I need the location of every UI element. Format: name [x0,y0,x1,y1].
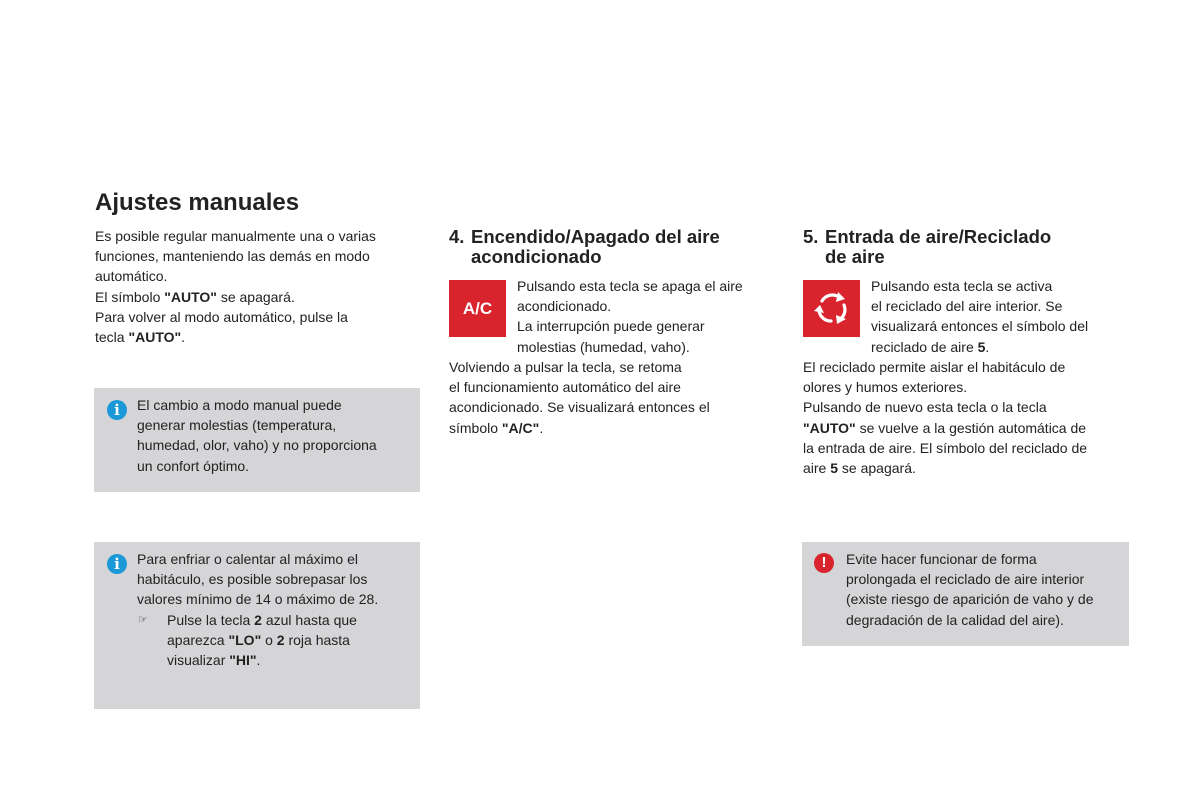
text-line: Para enfriar o calentar al máximo el [137,551,358,567]
text-line [167,610,357,630]
recirculation-key [803,280,860,337]
column-air-recirculation [803,227,1133,267]
text-span: . [181,329,186,346]
hi-label: "HI" [229,652,257,669]
warning-icon: ! [814,553,834,573]
text-line: visualizará entonces el símbolo del [871,318,1089,335]
info-note-temperature [94,542,420,709]
text-line: la entrada de aire. El símbolo del reciclado de [803,439,1088,456]
text-line: molestias (humedad, vaho). [517,338,690,355]
text-line: Para volver al modo automático, pulse la [95,308,348,325]
text-span: . [985,338,990,355]
column-air-conditioning [449,227,779,267]
text-line: humedad, olor, vaho) y no proporciona [137,437,377,454]
bullet-text [167,610,357,671]
text-span: se apagará. [838,460,916,477]
section-heading [449,227,779,267]
auto-label: "AUTO" [803,419,856,436]
text-line: Pulsando de nuevo esta tecla o la tecla [803,399,1047,416]
intro-paragraph [95,226,415,347]
text-line: El reciclado permite aislar el habitáculo de [803,359,1066,375]
text-line: La interrupción puede generar [517,318,705,335]
info-icon: i [107,554,127,574]
heading-number: 4. [449,226,465,247]
heading-number: 5. [803,226,819,247]
text-span: . [539,419,544,436]
text-span: . [256,652,261,669]
text-line: un confort óptimo. [137,457,250,474]
info-icon: i [107,400,127,420]
heading-line: de aire [825,246,885,267]
ac-paragraph [449,357,769,438]
lo-label: "LO" [228,631,262,648]
key-number: 2 [254,611,262,628]
text-line: degradación de la calidad del aire). [846,611,1064,628]
warning-note-recirculation [802,542,1129,646]
text-span: El símbolo [95,288,165,305]
heading-line: acondicionado [471,246,602,267]
key-number: 5 [830,460,839,477]
text-span: símbolo [449,419,502,436]
text-span: roja hasta [284,631,350,648]
info-note-manual-mode [94,388,420,492]
text-span: se vuelve a la gestión automática de [855,419,1087,436]
section-title: Ajustes manuales [95,189,300,216]
text-line: (existe riesgo de aparición de vaho y de [846,591,1094,608]
text-span: Pulse la tecla [167,611,255,628]
text-line: Pulsando esta tecla se activa [871,278,1053,294]
text-span: reciclado de aire [871,338,978,355]
text-line: el funcionamiento automático del aire [449,379,681,396]
text-line: prolongada el reciclado de aire interior [846,571,1085,588]
text-span: azul hasta que [261,611,357,628]
text-line: funciones, manteniendo las demás en modo [95,248,370,265]
text-line [803,418,1133,438]
text-span: aparezca [167,631,229,648]
note-text [137,549,417,670]
bullet-item [137,610,417,671]
text-line: habitáculo, es posible sobrepasar los [137,571,368,588]
note-text [846,549,1126,630]
text-line [95,327,415,347]
text-line: acondicionado. Se visualizará entonces el [449,399,710,416]
text-span: aire [803,460,831,477]
auto-label: "AUTO" [128,329,182,346]
key-number: 5 [977,338,986,355]
text-line: Pulsando esta tecla se apaga el aire [517,278,743,294]
heading-line: Encendido/Apagado del aire [471,226,720,247]
recirculation-paragraph [803,357,1133,478]
text-span: se apagará. [216,288,295,305]
text-line: acondicionado. [517,298,612,315]
text-line: automático. [95,268,168,285]
text-line: generar molestias (temperatura, [137,417,337,434]
text-line: Evite hacer funcionar de forma [846,551,1037,567]
ac-symbol-label: "A/C" [501,419,540,436]
text-line: olores y humos exteriores. [803,379,968,396]
text-line: valores mínimo de 14 o máximo de 28. [137,591,379,608]
text-line [167,650,357,670]
text-span: tecla [95,329,129,346]
text-span: o [261,631,277,648]
text-line [803,458,1133,478]
auto-label: "AUTO" [164,288,217,305]
text-line [167,630,357,650]
text-line [449,418,769,438]
key-number: 2 [276,631,285,648]
pointing-hand-icon: ☞ [138,613,148,626]
ac-key-icon: A/C [449,280,506,337]
text-span: visualizar [167,652,230,669]
section-heading [803,227,1133,267]
text-line [95,287,415,307]
text-line: El cambio a modo manual puede [137,397,342,413]
text-line [871,337,1141,357]
heading-line: Entrada de aire/Reciclado [825,226,1052,247]
note-text [137,395,417,476]
ac-key-description [517,276,787,357]
recirculation-icon [803,280,860,337]
text-line: el reciclado del aire interior. Se [871,298,1063,315]
text-line: Es posible regular manualmente una o varias [95,228,376,244]
column-manual-settings [95,189,415,347]
text-line: Volviendo a pulsar la tecla, se retoma [449,359,682,375]
recirculation-key-description [871,276,1141,357]
